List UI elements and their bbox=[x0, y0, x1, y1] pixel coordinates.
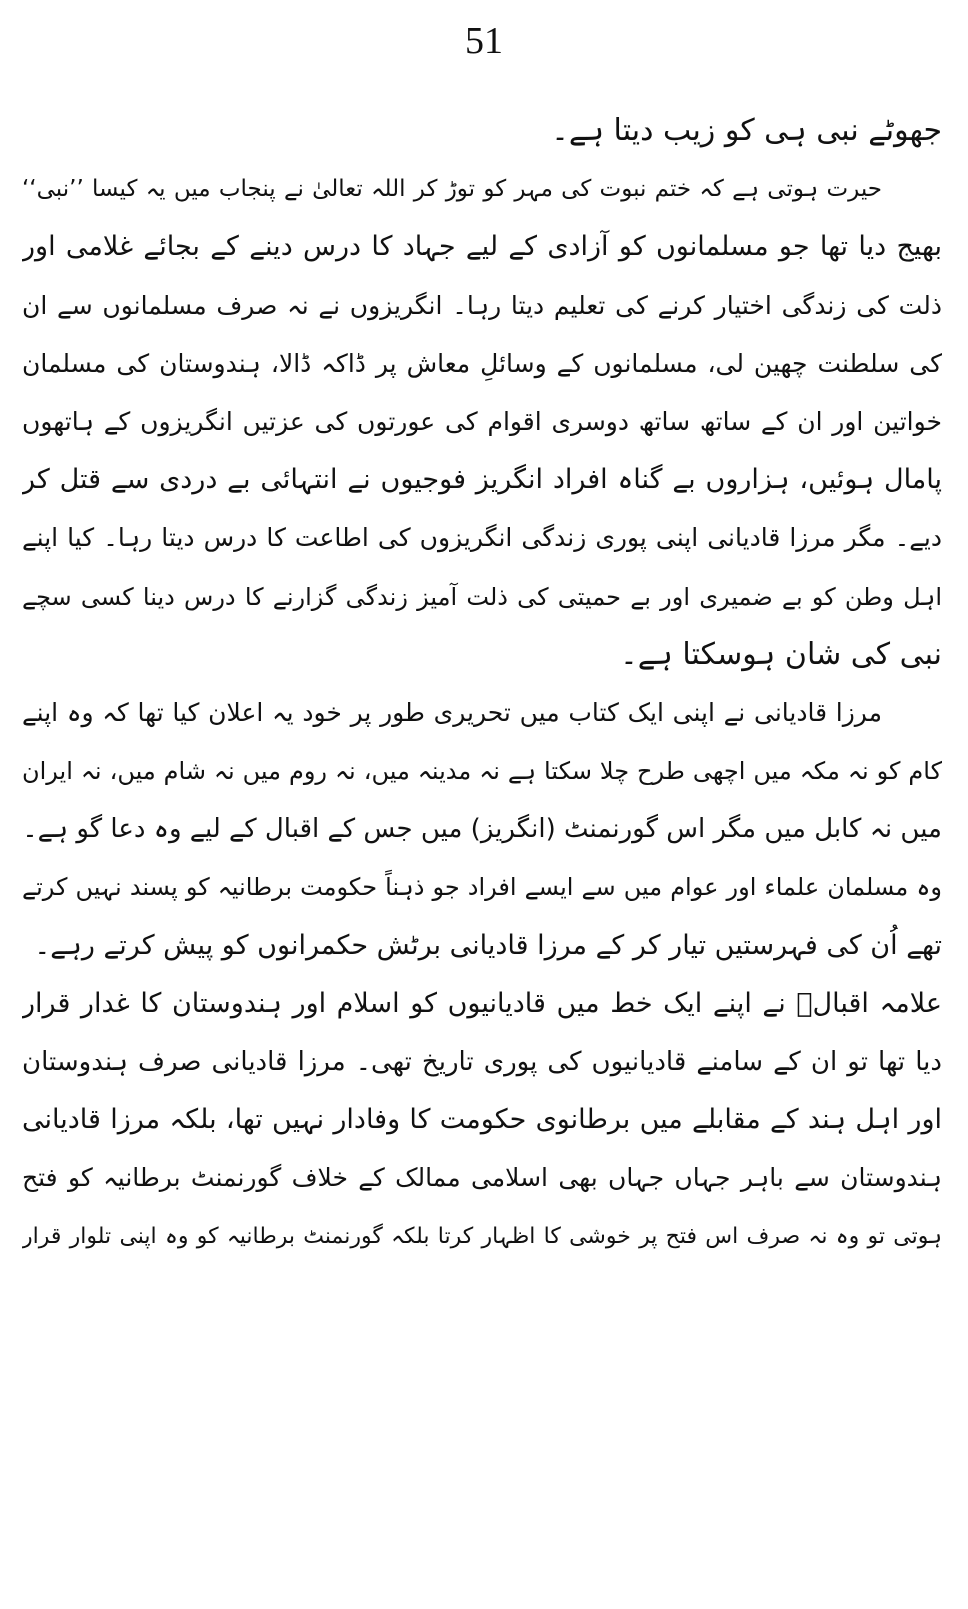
text-line: دیے۔ مگر مرزا قادیانی اپنی پوری زندگی انگریزوں کی اطاعت کا درس دیتا رہا۔ کیا اپنے bbox=[22, 523, 942, 553]
text-line: تھے اُن کی فہرستیں تیار کر کے مرزا قادیانی برٹش حکمرانوں کو پیش کرتے رہے۔ bbox=[34, 929, 942, 961]
text-line: نبی کی شان ہوسکتا ہے۔ bbox=[620, 636, 942, 672]
text-line: اور اہل ہند کے مقابلے میں برطانوی حکومت کا وفادار نہیں تھا، بلکہ مرزا قادیانی bbox=[22, 1104, 942, 1136]
text-line: جھوٹے نبی ہی کو زیب دیتا ہے۔ bbox=[551, 113, 942, 148]
text-line: پامال ہوئیں، ہزاروں بے گناہ افراد انگریز فوجیوں نے انتہائی بے دردی سے قتل کر bbox=[22, 464, 942, 496]
text-line: ذلت کی زندگی اختیار کرنے کی تعلیم دیتا رہا۔ انگریزوں نے نہ صرف مسلمانوں سے ان bbox=[22, 290, 942, 320]
page-number: 51 bbox=[465, 20, 503, 62]
text-line: اہل وطن کو بے ضمیری اور بے حمیتی کی ذلت آمیز زندگی گزارنے کا درس دینا کسی سچے bbox=[22, 582, 942, 611]
text-line: دیا تھا تو ان کے سامنے قادیانیوں کی پوری تاریخ تھی۔ مرزا قادیانی صرف ہندوستان bbox=[22, 1047, 942, 1077]
text-line: کام کو نہ مکہ میں اچھی طرح چلا سکتا ہے نہ مدینہ میں، نہ روم میں نہ شام میں، نہ ایران bbox=[22, 757, 942, 786]
text-line: حیرت ہوتی ہے کہ ختم نبوت کی مہر کو توڑ کر اللہ تعالیٰ نے پنجاب میں یہ کیسا ’’نبی‘‘ bbox=[22, 176, 882, 203]
text-line: مرزا قادیانی نے اپنی ایک کتاب میں تحریری طور پر خود یہ اعلان کیا تھا کہ وہ اپنے bbox=[22, 697, 882, 727]
text-line: ہوتی تو وہ نہ صرف اس فتح پر خوشی کا اظہار کرتا بلکہ گورنمنٹ برطانیہ کو وہ اپنی تلوار قرار bbox=[22, 1223, 942, 1249]
text-line: میں نہ کابل میں مگر اس گورنمنٹ (انگریز) میں جس کے اقبال کے لیے وہ دعا گو ہے۔ bbox=[22, 814, 942, 845]
text-line: وہ مسلمان علماء اور عوام میں سے ایسے افراد جو ذہناً حکومت برطانیہ کو پسند نہیں کرتے bbox=[22, 873, 942, 902]
text-line: علامہ اقبالؒ نے اپنے ایک خط میں قادیانیوں کو اسلام اور ہندوستان کا غدار قرار bbox=[22, 987, 942, 1019]
text-line: خواتین اور ان کے ساتھ ساتھ دوسری اقوام کی عورتوں کی عزتیں انگریزوں کے ہاتھوں bbox=[22, 406, 942, 436]
text-line: بھیج دیا تھا جو مسلمانوں کو آزادی کے لیے جہاد کا درس دینے کے بجائے غلامی اور bbox=[22, 231, 942, 263]
text-line: ہندوستان سے باہر جہاں جہاں بھی اسلامی ممالک کے خلاف گورنمنٹ برطانیہ کو فتح bbox=[22, 1163, 942, 1193]
body-text bbox=[22, 102, 942, 1266]
text-line: کی سلطنت چھین لی، مسلمانوں کے وسائلِ معاش پر ڈاکہ ڈالا، ہندوستان کی مسلمان bbox=[22, 348, 942, 378]
